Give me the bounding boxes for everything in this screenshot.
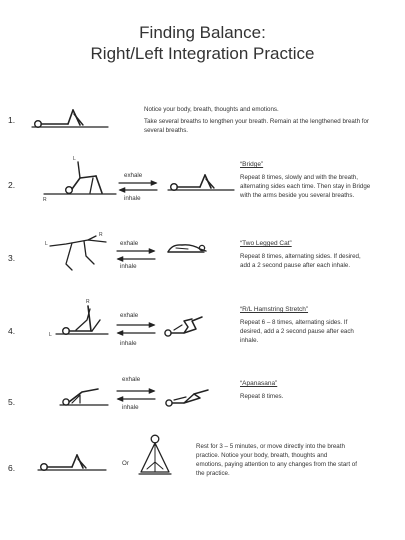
step-5-text: Repeat 8 times.: [240, 393, 284, 400]
step-4-text: Repeat 6 – 8 times, alternating sides. If desired, add a 2 second pause after each inhale.: [240, 319, 354, 344]
figure-label-left: L: [49, 332, 52, 338]
arrow-right-icon: [118, 180, 158, 186]
step-3-pose-name: “Two Legged Cat”: [240, 240, 292, 247]
step-4-number: 4.: [8, 326, 16, 336]
step-6-text: Rest for 3 – 5 minutes, or move directly into the breath practice. Notice your body, breath, thoughts and emotions, paying attention to any changes from the start of the practice.: [196, 443, 357, 477]
arrow-right-icon: [116, 388, 156, 394]
step-6-number: 6.: [8, 463, 16, 473]
exhale-label: exhale: [120, 240, 139, 247]
apanasana-start-figure: [58, 381, 110, 411]
step-2-pose-name: “Bridge”: [240, 161, 264, 168]
exhale-label: exhale: [122, 376, 141, 383]
lying-figure: [30, 106, 110, 134]
lying-figure: [166, 172, 236, 196]
step-2-text: Repeat 8 times, slowly and with the breath, alternating sides each time. Then stay in Bridge with the arms beside you several breaths.: [240, 174, 371, 199]
arrow-right-icon: [116, 248, 156, 254]
step-4-pose-name: “R/L Hamstring Stretch”: [240, 306, 309, 313]
or-label: Or: [122, 460, 129, 467]
hamstring-stretch-figure: [54, 300, 110, 340]
step-5-number: 5.: [8, 397, 16, 407]
exhale-label: exhale: [124, 172, 143, 179]
figure-label-left: L: [45, 241, 48, 247]
arrow-left-icon: [116, 396, 156, 402]
knee-to-chest-figure: [162, 315, 208, 339]
bridge-figure: [44, 160, 118, 200]
inhale-label: inhale: [124, 195, 141, 202]
title-line-2: Right/Left Integration Practice: [90, 44, 315, 63]
figure-label-right: R: [86, 299, 90, 305]
inhale-label: inhale: [120, 263, 137, 270]
cat-figure: [44, 232, 116, 274]
step-1-text: Notice your body, breath, thoughts and emotions. Take several breaths to lengthen your breath. Remain at the lengthened breath for several breaths.: [144, 106, 369, 134]
step-5-pose-name: “Apanasana”: [240, 380, 278, 387]
step-1-number: 1.: [8, 115, 16, 125]
step-3-number: 3.: [8, 253, 16, 263]
step-3-text: Repeat 8 times, alternating sides. If desired, add a 2 second pause after each inhale.: [240, 253, 361, 269]
arrow-left-icon: [116, 330, 156, 336]
arrow-left-icon: [116, 256, 156, 262]
figure-label-left: L: [73, 156, 76, 162]
lying-figure: [36, 452, 108, 476]
seated-meditation-figure: [136, 432, 174, 480]
step-2-number: 2.: [8, 180, 16, 190]
childs-pose-figure: [166, 240, 210, 256]
arrow-right-icon: [116, 322, 156, 328]
arrow-left-icon: [118, 187, 158, 193]
figure-label-right: R: [43, 197, 47, 203]
apanasana-end-figure: [164, 388, 212, 408]
exhale-label: exhale: [120, 312, 139, 319]
figure-label-right: R: [99, 232, 103, 238]
inhale-label: inhale: [120, 340, 137, 347]
inhale-label: inhale: [122, 404, 139, 411]
page-title: [0, 22, 405, 64]
title-line-1: Finding Balance:: [139, 23, 266, 42]
